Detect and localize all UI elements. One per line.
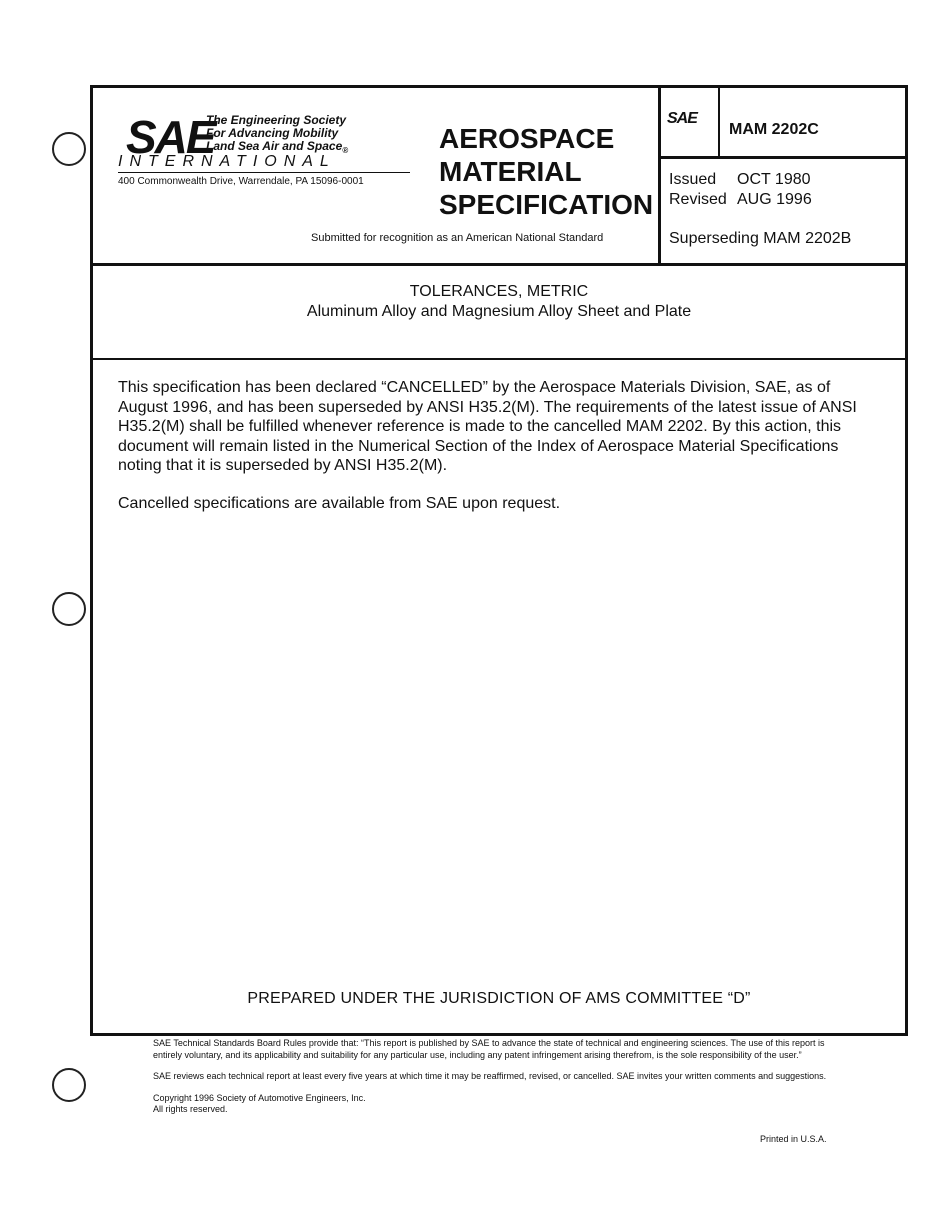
footer-review: SAE reviews each technical report at least every five years at which time it may be reaffirmed, revised, or cancelled. SAE invites your written comments and suggestions. [153,1071,827,1081]
sae-mark: SAE [667,110,697,127]
sae-mark-cell [661,88,720,156]
document-title-section [93,266,905,360]
availability-paragraph: Cancelled specifications are available from SAE upon request. [118,494,561,512]
copyright-line-2: All rights reserved. [153,1104,228,1114]
registered-mark: ® [342,146,349,155]
spec-title-line-1: AEROSPACE [439,123,615,154]
spec-title-line-2: MATERIAL [439,156,582,187]
address: 400 Commonwealth Drive, Warrendale, PA 15096-0001 [118,176,364,187]
logo-tagline-line-2: For Advancing Mobility [206,126,339,140]
footer [153,1038,843,1116]
revised-row [669,190,812,210]
submitted-note: Submitted for recognition as an American National Standard [311,232,604,244]
doc-number-row [661,88,908,159]
superseding-note: Superseding MAM 2202B [669,230,852,247]
punch-hole-top [52,132,86,166]
body-text [118,378,858,531]
logo-tagline-line-1: The Engineering Society [206,113,347,127]
logo-mark: SAE [126,111,215,163]
revised-date: AUG 1996 [737,191,812,208]
issued-row [669,170,812,190]
punch-hole-bottom [52,1068,86,1102]
footer-rules: SAE Technical Standards Board Rules provide that: “This report is published by SAE to advance the state of technical and engineering sciences. The use of this report is entirely voluntary, and its applicability and suitability for any particular use, including any patent infringement arising therefrom, is the sole responsibility of the user.” [153,1038,825,1060]
copyright-line-1: Copyright 1996 Society of Automotive Engineers, Inc. [153,1092,366,1103]
revised-label: Revised [669,191,727,208]
cancellation-paragraph: This specification has been declared “CANCELLED” by the Aerospace Materials Division, SAE, as of August 1996, and has been superseded by ANSI H35.2(M). The requirements of the latest issue of ANSI H35.2(M) shall be fulfilled whenever reference is made to the cancelled MAM 2202. By this action, this document will remain listed in the Numerical Section of the Index of Aerospace Material Specifications noting that it is superseded by ANSI H35.2(M). [118,379,857,474]
issued-label: Issued [669,171,717,188]
prepared-under-jurisdiction: PREPARED UNDER THE JURISDICTION OF AMS COMMITTEE “D” [247,990,751,1007]
doc-number: MAM 2202C [729,121,819,138]
doc-info-panel [658,88,908,263]
spec-title [439,122,653,221]
spec-title-line-3: SPECIFICATION [439,189,654,220]
document-frame [90,85,908,1036]
doc-dates [669,170,812,210]
punch-hole-middle [52,592,86,626]
sae-logo [118,112,418,192]
logo-tagline-line-3: Land Sea Air and Space$_®$ [206,139,349,155]
document-subtitle: Aluminum Alloy and Magnesium Alloy Sheet and Plate [306,303,692,320]
logo-international: INTERNATIONAL [118,153,410,173]
document-title: TOLERANCES, METRIC [409,283,589,300]
header [93,88,905,266]
logo-tagline [206,114,348,157]
issued-date: OCT 1980 [737,171,811,188]
printed-in: Printed in U.S.A. [760,1134,827,1144]
